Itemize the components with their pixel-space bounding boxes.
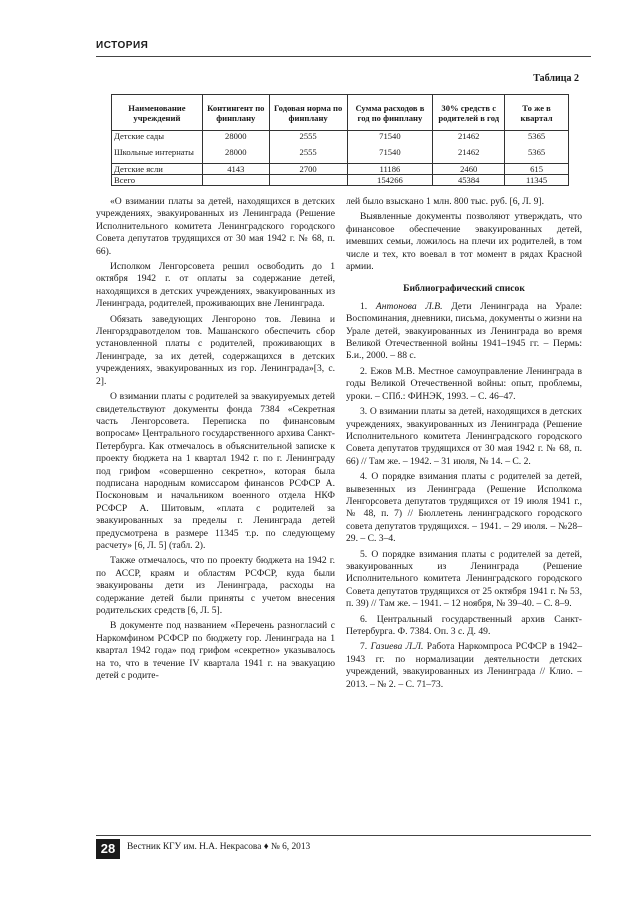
table-cell: Школьные интернаты <box>112 141 203 164</box>
journal-name: Вестник КГУ им. Н.А. Некрасова ♦ № 6, 2013 <box>127 842 311 852</box>
bib-num: 7. <box>360 641 368 653</box>
body-paragraph: Выявленные документы позволяют утверждать, что финансовое обеспечение эвакуированных детей, имевших семьи, ложилось на плечи их родителей, в том числе и тех, кто воевал в тот момент в рядах Красной армии. <box>346 211 582 273</box>
table-total-row <box>112 175 569 186</box>
body-paragraph: Также отмечалось, что по проекту бюджета на 1942 г. по АССР, краям и областям РСФСР, куда были эвакуированы дети из Ленинграда, расходы на содержание детей были приняты с учетом внесения родительских средств [6, Л. 5]. <box>96 555 335 616</box>
bib-num: 5. <box>360 548 368 560</box>
table-cell: 2555 <box>269 131 347 142</box>
table-header-cell: Сумма расходов в год по финплану <box>347 95 433 131</box>
body-paragraph: «О взимании платы за детей, находящихся в детских учреждениях, эвакуированных из Ленинграда (Решение Исполнительного комитета Ленинградского городского Совета депутатов трудящихся от 30 мая 1942 г. № 68, п. 66). <box>96 196 335 257</box>
table-cell: 615 <box>505 164 569 175</box>
bib-num: 1. <box>360 300 368 312</box>
table-cell <box>269 175 347 186</box>
body-paragraph: лей было взыскано 1 млн. 800 тыс. руб. [6, Л. 9]. <box>346 196 544 207</box>
table-header-row <box>112 95 569 131</box>
table-row <box>112 164 569 175</box>
table-cell: 5365 <box>505 141 569 164</box>
table-cell: 71540 <box>347 131 433 142</box>
header-divider <box>96 56 591 57</box>
bib-text: О порядке взимания платы с родителей за детей, эвакуированных из Ленинграда (Решение Исполнительного комитета Ленинградского городского Совета депутатов трудящихся от 25 октября 1941 г. № 53, п. 39) // Там же. – 1941. – 12 ноября, № 39–40. – С. 8–9. <box>346 548 583 610</box>
table-header-cell: Контингент по финплану <box>202 95 269 131</box>
table-cell: Детские ясли <box>112 164 203 175</box>
table-row <box>112 141 569 164</box>
table-cell: 2460 <box>433 164 505 175</box>
right-column <box>346 196 582 694</box>
table-cell: 2555 <box>269 141 347 164</box>
table-header-cell: То же в квартал <box>505 95 569 131</box>
table-cell: Всего <box>112 175 203 186</box>
table-cell <box>202 175 269 186</box>
bibliography-item <box>346 614 582 639</box>
table-cell: 28000 <box>202 141 269 164</box>
table-cell: 21462 <box>433 131 505 142</box>
body-paragraph: В документе под названием «Перечень разногласий с Наркомфином РСФСР по бюджету гор. Ленинграда на 1 квартал 1942 года» под грифом «секретно» указывалось на то, что в течение IV квартала 1941 г. на эвакуацию детей с родите- <box>96 620 335 682</box>
table-cell: 5365 <box>505 131 569 142</box>
bibliography-item <box>346 406 582 468</box>
section-title: ИСТОРИЯ <box>96 40 149 51</box>
table-header-cell: Наименование учреждений <box>112 95 203 131</box>
bibliography-item <box>346 471 582 545</box>
table-cell: 28000 <box>202 131 269 142</box>
page-number: 28 <box>96 839 120 859</box>
table-caption: Таблица 2 <box>533 73 579 84</box>
table-cell: 71540 <box>347 141 433 164</box>
table-cell: 154266 <box>347 175 433 186</box>
footer-divider <box>96 835 591 836</box>
table-header-cell: 30% средств с родителей в год <box>433 95 505 131</box>
bib-text: Работа Наркомпроса РСФСР в 1942–1943 гг. по нормализации деятельности детских учреждений, эвакуированных из Ленинграда // Клио. – 2013. – № 2. – С. 71–73. <box>346 641 583 690</box>
bib-num: 6. <box>360 613 368 625</box>
bib-num: 2. <box>360 365 368 377</box>
bibliography-item <box>346 641 582 691</box>
bib-text: Дети Ленинграда на Урале: Воспоминания, дневники, письма, документы о жизни на Урале детей, эвакуированных из Ленинграда во время Великой Отечественной войны 1941–1945 гг. – Пермь: Б.и., 2000. – 88 с. <box>346 300 583 362</box>
bib-text: Центральный государственный архив Санкт-Петербурга. Ф. 7384. Оп. 3 с. Д. 49. <box>346 613 583 637</box>
table-cell: 21462 <box>433 141 505 164</box>
table-cell: 11345 <box>505 175 569 186</box>
bib-text: Ежов М.В. Местное самоуправление Ленинграда в годы Великой Отечественной войны: опыт, проблемы, уроки. – СПб.: ФИНЭК, 1993. – С. 46–47. <box>346 365 583 402</box>
budget-table <box>111 94 569 186</box>
table-cell: 2700 <box>269 164 347 175</box>
body-paragraph: Обязать заведующих Ленгороно тов. Левина и Ленгорздравотделом тов. Машанского обеспечить сбор установленной платы с родителей, проживающих в Ленинграде, за их детей, содержащихся в детских учреждениях, эвакуированных из гор. Ленинграда»[3, с. 2]. <box>96 313 335 387</box>
table-cell: 4143 <box>202 164 269 175</box>
bibliography-item <box>346 301 582 363</box>
bib-text: О порядке взимания платы с родителей за детей, вывезенных из Ленинграда (Решение Исполкома Ленгорсовета депутатов трудящихся от 19 июля 1941 г., № 48, п. 7) // Бюллетень ленинградского городского совета депутатов трудящихся. – 1941. – 29 июля. – №28–29. – С. 3–4. <box>346 471 583 545</box>
table-cell: 45384 <box>433 175 505 186</box>
bibliography-item <box>346 366 582 403</box>
bibliography-list <box>346 301 582 691</box>
body-paragraph: Исполком Ленгорсовета решил освободить до 1 октября 1942 г. от оплаты за содержание детей, находящихся в детских учреждениях, эвакуированных из Ленинграда, родителей, проживающих вне Ленинграда. <box>96 261 335 310</box>
bib-text: О взимании платы за детей, находящихся в детских учреждениях, эвакуированных из Ленинграда (Решение Исполнительного комитета Ленинградского городского Совета депутатов трудящихся от 30 мая 1942 г. № 68, п. 66) // Там же. – 1942. – 31 июля, № 14. – С. 2. <box>346 406 582 467</box>
left-column <box>96 196 335 685</box>
body-paragraph: О взимании платы с родителей за эвакуируемых детей свидетельствуют документы фонда 7384 «Секретная часть Ленгорсовета. Переписка по финансовым вопросам» Центрального государственного архива Санкт-Петербурга. Как отмечалось в объяснительной записке к проекту бюджета на 1 квартал 1942 г. по г. Ленинграду под грифом «совершенно секретно», которая была подписана народным комиссаром финансов РСФСР А. Посконовым и начальником военного отдела НКФ РСФСР А. Шитовым, «плата с родителей за эвакуированных за пределы г. Ленинграда детей предусмотрена в размере 11345 т.р. по следующему расчету» [6, Л. 5] (табл. 2). <box>96 391 335 551</box>
table-header-cell: Годовая норма по финплану <box>269 95 347 131</box>
table-cell: Детские сады <box>112 131 203 142</box>
table-row <box>112 131 569 142</box>
bibliography-title: Библиографический список <box>403 283 525 295</box>
bib-num: 4. <box>360 471 368 483</box>
table-cell: 11186 <box>347 164 433 175</box>
bib-num: 3. <box>360 406 368 418</box>
bib-author: Антонова Л.В. <box>375 300 443 312</box>
bibliography-item <box>346 549 582 611</box>
bib-author: Газиева Л.Л. <box>370 641 424 653</box>
